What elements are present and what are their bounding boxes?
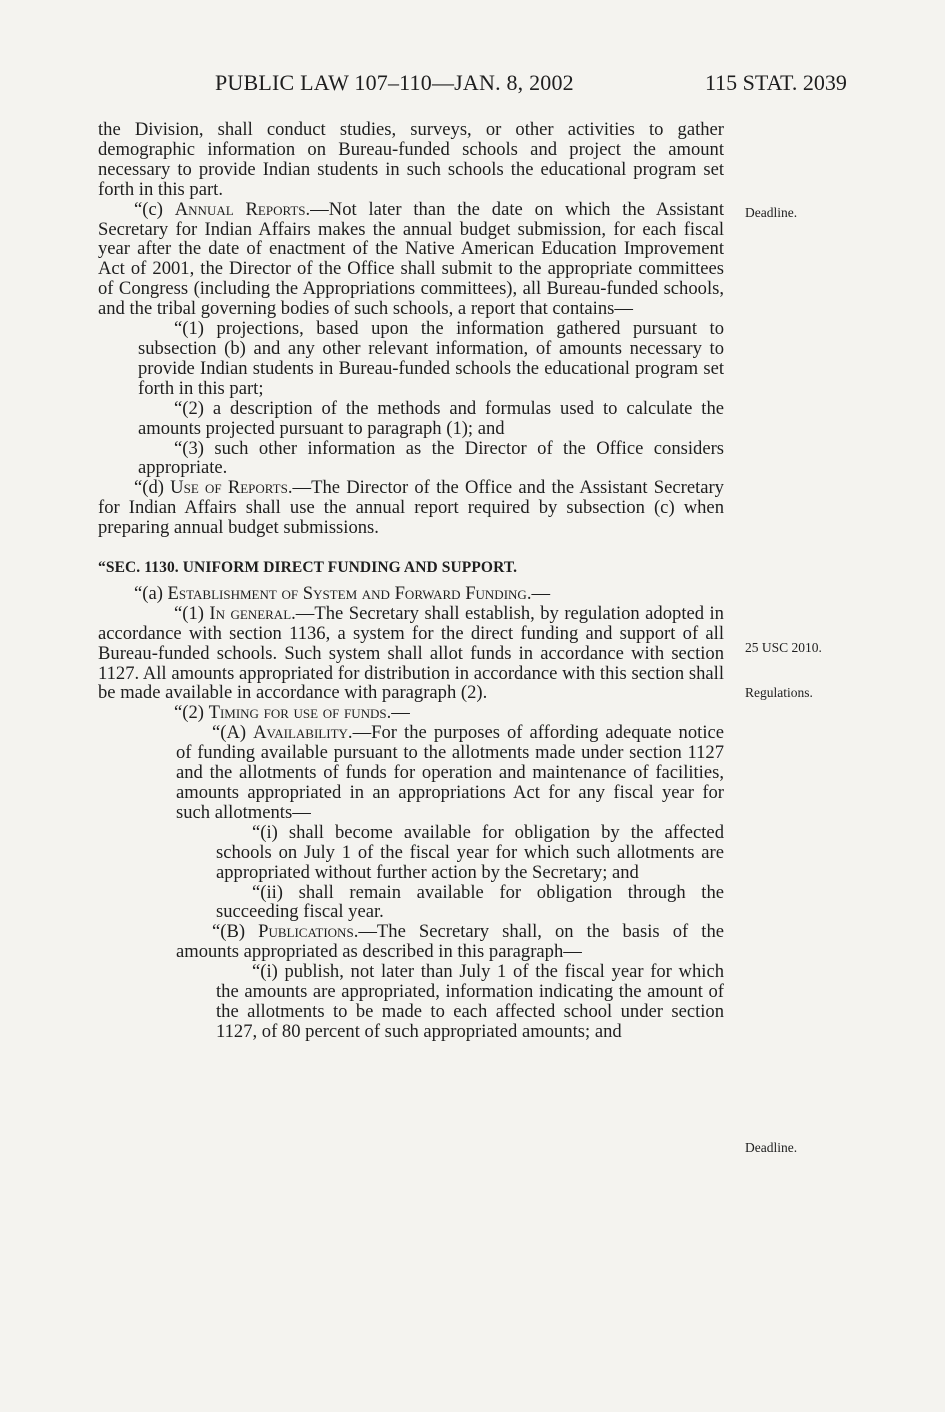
paragraph-a2-heading: Timing for use of funds: [208, 702, 387, 724]
margin-note-deadline-2: Deadline.: [745, 1140, 798, 1155]
paragraph-c3: “(3) such other information as the Director of the Office considers appropriate.: [138, 437, 724, 479]
paragraph-c1: “(1) projections, based upon the information gathered pursuant to subsection (b) and any other relevant information, of amounts necessary to provide Indian students in Bureau-funded schools the educational program set forth in this part;: [138, 318, 724, 399]
paragraph-a1-heading: In general: [209, 602, 292, 624]
subparagraph-B-label: “(B): [212, 921, 259, 943]
paragraph-a1: [98, 604, 724, 704]
subsection-c-text: .—Not later than the date on which the Assistant Secretary for Indian Affairs makes the annual budget submission, for each fiscal year after the date of enactment of the Native American Education Improvement Act of 2001, the Director of the Office shall submit to the appropriate committees of Congress (including the Appropriations committees), all Bureau-funded schools, and the tribal governing bodies of such schools, a report that contains—: [98, 198, 725, 320]
paragraph-a1-label: “(1): [174, 602, 210, 624]
paragraph-a2-dash: .—: [386, 702, 410, 724]
subparagraph-A-label: “(A): [212, 722, 254, 744]
header-title: PUBLIC LAW 107–110—JAN. 8, 2002: [215, 70, 574, 95]
subparagraph-A-heading: Availability: [253, 722, 348, 744]
margin-note-deadline: Deadline.: [745, 205, 798, 220]
paragraph-a2-label: “(2): [174, 702, 209, 724]
subparagraph-B-text: .—The Secretary shall, on the basis of the amounts appropriated as described in this paragraph—: [176, 921, 724, 963]
subsection-a-heading: Establishment of System and Forward Funding: [167, 582, 527, 604]
subparagraph-B-heading: Publications: [258, 921, 354, 943]
subsection-a: [98, 584, 724, 604]
subsection-c-heading: Annual Reports: [174, 198, 306, 220]
paragraph-a2: [98, 703, 724, 723]
paragraph-intro: the Division, shall conduct studies, surveys, or other activities to gather demographic information on Bureau-funded schools and project the amount necessary to provide Indian students in such schools the educational program set forth in this part.: [98, 119, 724, 200]
subsection-c-label: “(c): [134, 198, 175, 220]
subsection-d-text: .—The Director of the Office and the Assistant Secretary for Indian Affairs shall use the annual report required by subsection (c) when preparing annual budget submissions.: [98, 477, 724, 539]
subparagraph-A: [98, 723, 724, 823]
subparagraph-A-text: .—For the purposes of affording adequate notice of funding available pursuant to the allotments made under section 1127 and the allotments of funds for operation and maintenance of facilities, amounts appropriated in an appropriations Act for any fiscal year for such allotments—: [176, 722, 724, 823]
paragraph-a1-text: .—The Secretary shall establish, by regulation adopted in accordance with section 1136, a system for the direct funding and support of all Bureau-funded schools. Such system shall allot funds in accordance with section 1127. All amounts appropriated for distribution in accordance with this section shall be made available in accordance with paragraph (2).: [98, 602, 724, 704]
subsection-c: [98, 200, 724, 319]
subsection-a-label: “(a): [134, 582, 168, 604]
subsection-d-label: “(d): [134, 477, 171, 499]
clause-A-ii: “(ii) shall remain available for obligation through the succeeding fiscal year.: [216, 881, 724, 923]
page-header: [0, 70, 945, 100]
margin-note-regulations: Regulations.: [745, 685, 813, 700]
body-text: [98, 120, 724, 1042]
clause-B-i: “(i) publish, not later than July 1 of the fiscal year for which the amounts are appropriated, information indicating the amount of the allotments to be made to each affected school under section 1127, of 80 percent of such appropriated amounts; and: [216, 961, 724, 1042]
subparagraph-B: [98, 922, 724, 962]
margin-note-usc: 25 USC 2010.: [745, 640, 822, 655]
subsection-a-dash: .—: [526, 582, 551, 604]
subsection-d-heading: Use of Reports: [170, 477, 288, 499]
paragraph-c2: “(2) a description of the methods and formulas used to calculate the amounts projected pursuant to paragraph (1); and: [138, 397, 724, 439]
section-heading: “SEC. 1130. UNIFORM DIRECT FUNDING AND SUPPORT.: [98, 559, 518, 577]
clause-A-i: “(i) shall become available for obligation by the affected schools on July 1 of the fiscal year for which such allotments are appropriated without further action by the Secretary; and: [216, 821, 724, 883]
subsection-d: [98, 478, 724, 538]
header-stat-page: 115 STAT. 2039: [705, 70, 847, 95]
